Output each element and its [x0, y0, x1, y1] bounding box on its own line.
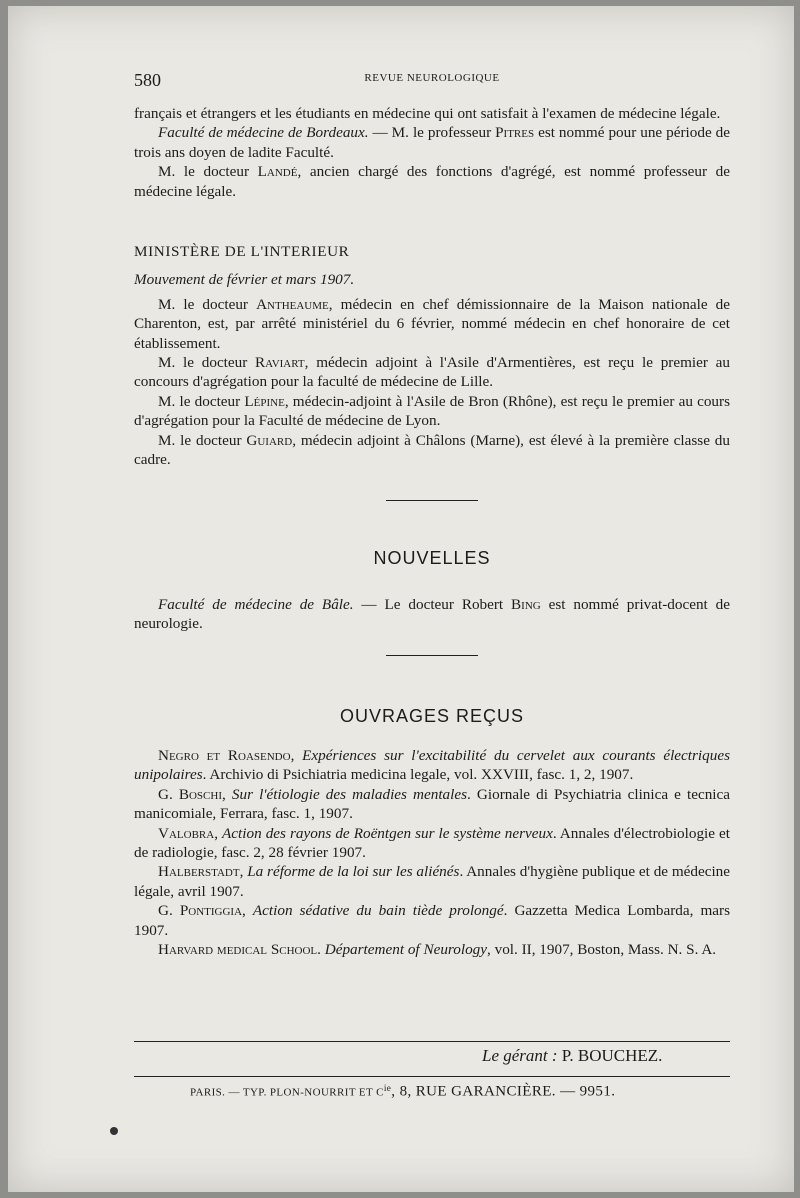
work-title: Sur l'étiologie des maladies mentales — [231, 785, 468, 803]
ministere-section — [134, 242, 730, 469]
person-name: Pitres — [495, 124, 535, 142]
gerant-signature — [482, 1046, 662, 1066]
work-details: , vol. II, 1907, Boston, Mass. N. S. A. — [487, 941, 717, 959]
work-title: Action sédative du bain tiède prolongé — [252, 902, 504, 920]
imprint-text: , 8, RUE GARANCIÈRE. — 9951. — [391, 1083, 616, 1100]
nouvelles-section — [134, 595, 730, 634]
appointment-list — [134, 295, 730, 470]
footer-rule — [134, 1041, 730, 1042]
received-work-entry — [134, 824, 730, 863]
paragraph-bale — [134, 595, 730, 634]
ink-spot — [110, 1127, 118, 1135]
paragraph-text: , médecin-adjoint à l'Asile de Bron (Rhône), est reçu le premier au cours d'agrégation pour la Faculté de médecine de Lyon. — [134, 392, 730, 430]
work-title: La réforme de la loi sur les aliénés — [247, 863, 460, 881]
work-details: . Gazzetta Medica Lombarda, mars 1907. — [134, 902, 731, 939]
person-name: Lépine — [244, 392, 285, 410]
paragraph-text: M. le docteur — [158, 295, 257, 313]
printer-imprint — [190, 1083, 615, 1101]
paragraph-text: M. le docteur — [158, 354, 256, 372]
running-title: REVUE NEUROLOGIQUE — [364, 72, 500, 84]
gerant-label: Le gérant : — [482, 1046, 558, 1065]
appointment-paragraph — [134, 431, 730, 470]
work-details: . Giornale di Psychiatria clinica e tecnica manicomiale, Ferrara, fasc. 1, 1907. — [134, 785, 731, 823]
appointment-paragraph — [134, 353, 730, 392]
paragraph-text: M. le docteur — [158, 392, 245, 410]
paragraph-lande — [134, 162, 730, 201]
received-works-list — [134, 746, 730, 959]
faculty-section — [134, 104, 730, 201]
paragraph-text: , médecin adjoint à l'Asile d'Armentières, est reçu le premier au concours d'agrégation pour la faculté de médecine de Lille. — [134, 354, 730, 391]
work-details: . Annales d'hygiène publique et de médecine légale, avril 1907. — [134, 863, 731, 900]
work-author: Halberstadt — [158, 863, 240, 881]
section-heading: MINISTÈRE DE L'INTERIEUR — [134, 243, 350, 260]
received-work-entry — [134, 862, 730, 901]
ouvrages-title: OUVRAGES REÇUS — [339, 706, 525, 726]
work-separator: , — [290, 747, 303, 764]
appointment-paragraph — [134, 295, 730, 353]
work-title: Département of Neurology — [324, 941, 487, 959]
work-author: Negro et Roasendo — [158, 747, 291, 764]
person-name: Landé — [257, 163, 298, 181]
paragraph-continuation: français et étrangers et les étudiants en médecine qui ont satisfait à l'examen de médecine légale. — [134, 105, 721, 122]
appointment-paragraph — [134, 392, 730, 431]
faculty-label: Faculté de médecine de Bordeaux. — [158, 124, 369, 142]
faculty-label: Faculté de médecine de Bâle. — [158, 596, 354, 613]
section-divider — [386, 655, 478, 656]
paragraph-bordeaux — [134, 123, 730, 162]
paragraph-text: M. le docteur — [158, 431, 247, 449]
paragraph-text: — Le docteur Robert — [353, 596, 512, 613]
person-name: Guiard — [246, 431, 293, 449]
footer-rule — [134, 1076, 730, 1077]
work-separator: . — [317, 941, 325, 959]
paragraph-text: , médecin en chef démissionnaire de la Maison nationale de Charenton, est, par arrêté ministériel du 6 février, nommé médecin en chef honoraire de cet établissement. — [134, 295, 730, 352]
nouvelles-title: NOUVELLES — [373, 548, 491, 568]
work-author: Harvard medical School — [158, 941, 318, 959]
paragraph-text: , médecin adjoint à Châlons (Marne), est élevé à la première classe du cadre. — [134, 431, 730, 469]
page-number: 580 — [134, 70, 161, 90]
work-details: . Annales d'électrobiologie et de radiologie, fasc. 2, 28 février 1907. — [134, 824, 731, 862]
person-name: Raviart — [255, 354, 305, 372]
work-details: . Archivio di Psichiatria medicina legale, vol. XXVIII, fasc. 1, 2, 1907. — [202, 766, 634, 784]
section-divider — [386, 500, 478, 501]
work-separator: , — [242, 902, 253, 920]
work-title: Action des rayons de Roëntgen sur le système nerveux — [222, 824, 553, 842]
paragraph-text: M. le docteur — [158, 163, 258, 181]
imprint-superscript: ie — [383, 1083, 392, 1093]
person-name: Antheaume — [256, 295, 329, 313]
paragraph-text: est nommé pour une période de trois ans doyen de ladite Faculté. — [134, 124, 730, 161]
paragraph-text: est nommé privat-docent de neurologie. — [134, 596, 730, 633]
paragraph-text: , ancien chargé des fonctions d'agrégé, est nommé professeur de médecine légale. — [134, 163, 730, 200]
received-work-entry — [134, 785, 730, 824]
work-author: G. Boschi — [158, 785, 222, 803]
person-name: Bing — [511, 596, 541, 613]
received-work-entry — [134, 746, 730, 785]
work-separator: , — [239, 863, 248, 881]
section-subheading: Mouvement de février et mars 1907. — [134, 271, 355, 289]
page-header — [134, 70, 730, 90]
received-work-entry — [134, 940, 730, 959]
gerant-name: P. BOUCHEZ. — [561, 1046, 663, 1065]
paragraph-text: — M. le professeur — [368, 124, 496, 142]
imprint-text: PARIS. — TYP. PLON-NOURRIT ET C — [190, 1086, 384, 1099]
work-author: Valobra — [158, 824, 215, 842]
work-separator: , — [214, 824, 223, 842]
work-author: G. Pontiggia — [158, 902, 243, 920]
work-title: Expériences sur l'excitabilité du cervelet aux courants électriques unipolaires — [134, 747, 730, 784]
received-work-entry — [134, 901, 730, 940]
work-separator: , — [222, 785, 232, 803]
